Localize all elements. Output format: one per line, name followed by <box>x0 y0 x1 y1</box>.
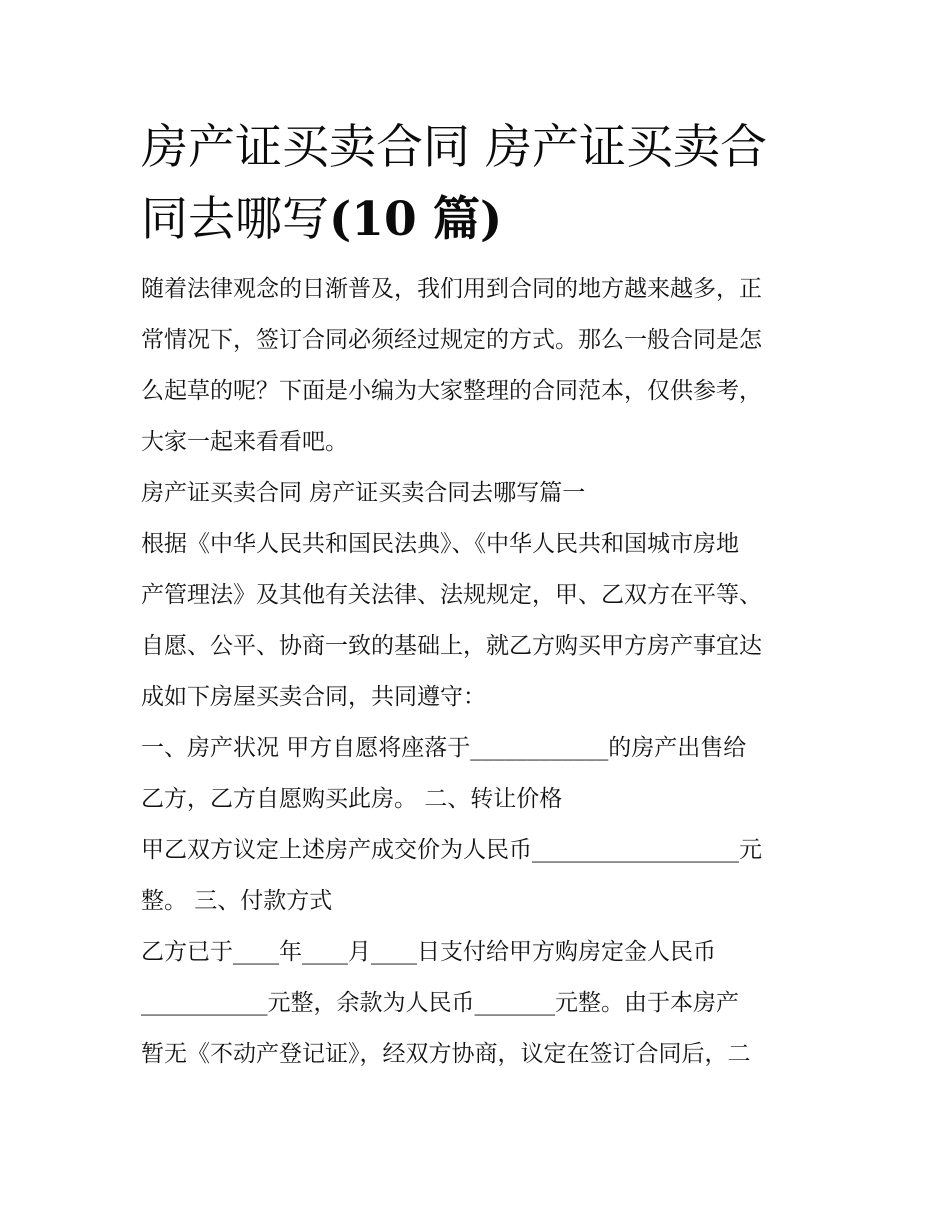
text-line: 甲乙双方议定上述房产成交价为人民币__________________元 <box>141 837 762 863</box>
text-line: 大家一起来看看吧。 <box>141 429 348 455</box>
title-line-1: 房产证买卖合同 房产证买卖合 <box>141 120 767 175</box>
title-count: (10 篇) <box>329 192 503 247</box>
text-line: 乙方，乙方自愿购买此房。 二、转让价格 <box>141 786 563 812</box>
document-body <box>141 264 811 1080</box>
document-title <box>141 112 811 256</box>
text-line: 整。 三、付款方式 <box>141 888 333 914</box>
document-content <box>141 112 811 1080</box>
text-line: 常情况下，签订合同必须经过规定的方式。那么一般合同是怎 <box>141 327 762 353</box>
section-heading: 房产证买卖合同 房产证买卖合同去哪写篇一 <box>141 480 586 506</box>
text-line: 暂无《不动产登记证》，经双方协商，议定在签订合同后，二 <box>141 1041 751 1067</box>
text-line: 自愿、公平、协商一致的基础上，就乙方购买甲方房产事宜达 <box>141 633 762 659</box>
text-line: 乙方已于____年____月____日支付给甲方购房定金人民币 <box>141 939 716 965</box>
text-line: 产管理法》及其他有关法律、法规规定，甲、乙双方在平等、 <box>141 582 762 608</box>
text-line: 一、房产状况 甲方自愿将座落于____________的房产出售给 <box>141 735 747 761</box>
title-line-2: 同去哪写 <box>141 192 329 247</box>
text-line: 成如下房屋买卖合同，共同遵守： <box>141 684 486 710</box>
text-line: ___________元整，余款为人民币_______元整。由于本房产 <box>141 990 739 1016</box>
text-line: 随着法律观念的日渐普及，我们用到合同的地方越来越多，正 <box>141 276 762 302</box>
text-line: 么起草的呢？下面是小编为大家整理的合同范本，仅供参考， <box>141 378 762 404</box>
text-line: 根据《中华人民共和国民法典》、《中华人民共和国城市房地 <box>141 531 739 557</box>
